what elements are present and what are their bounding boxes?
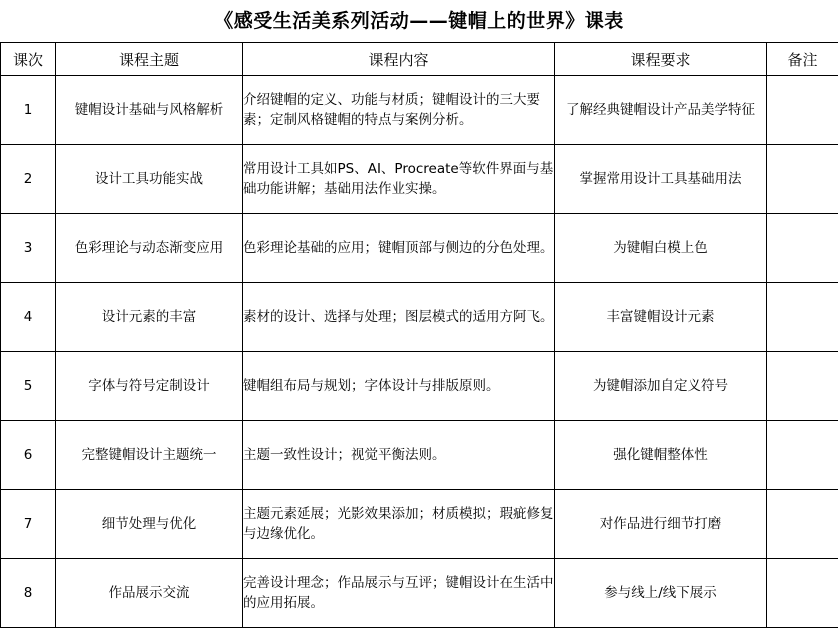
cell-note <box>767 76 838 145</box>
table-row <box>1 76 838 145</box>
header-note: 备注 <box>767 43 838 76</box>
cell-num: 4 <box>1 283 56 352</box>
schedule-table <box>0 42 838 628</box>
cell-topic: 设计元素的丰富 <box>56 283 243 352</box>
cell-requirement: 对作品进行细节打磨 <box>555 490 767 559</box>
cell-num: 2 <box>1 145 56 214</box>
cell-topic: 细节处理与优化 <box>56 490 243 559</box>
cell-requirement: 了解经典键帽设计产品美学特征 <box>555 76 767 145</box>
cell-topic: 字体与符号定制设计 <box>56 352 243 421</box>
cell-content: 介绍键帽的定义、功能与材质；键帽设计的三大要素；定制风格键帽的特点与案例分析。 <box>243 76 555 145</box>
cell-topic: 作品展示交流 <box>56 559 243 628</box>
table-row <box>1 352 838 421</box>
table-row <box>1 559 838 628</box>
cell-requirement: 为键帽添加自定义符号 <box>555 352 767 421</box>
header-row <box>1 43 838 76</box>
cell-note <box>767 145 838 214</box>
header-num: 课次 <box>1 43 56 76</box>
cell-note <box>767 214 838 283</box>
cell-content: 键帽组布局与规划；字体设计与排版原则。 <box>243 352 555 421</box>
cell-requirement: 掌握常用设计工具基础用法 <box>555 145 767 214</box>
header-requirement: 课程要求 <box>555 43 767 76</box>
page-title: 《感受生活美系列活动——键帽上的世界》课表 <box>214 10 624 32</box>
table-row <box>1 490 838 559</box>
cell-content: 常用设计工具如PS、AI、Procreate等软件界面与基础功能讲解；基础用法作业实操。 <box>243 145 555 214</box>
header-content: 课程内容 <box>243 43 555 76</box>
cell-content: 完善设计理念；作品展示与互评；键帽设计在生活中的应用拓展。 <box>243 559 555 628</box>
cell-note <box>767 352 838 421</box>
cell-requirement: 为键帽白模上色 <box>555 214 767 283</box>
cell-num: 5 <box>1 352 56 421</box>
cell-note <box>767 421 838 490</box>
cell-content: 主题一致性设计；视觉平衡法则。 <box>243 421 555 490</box>
cell-topic: 完整键帽设计主题统一 <box>56 421 243 490</box>
cell-topic: 设计工具功能实战 <box>56 145 243 214</box>
cell-note <box>767 283 838 352</box>
cell-num: 7 <box>1 490 56 559</box>
cell-topic: 键帽设计基础与风格解析 <box>56 76 243 145</box>
cell-note <box>767 559 838 628</box>
cell-content: 主题元素延展；光影效果添加；材质模拟；瑕疵修复与边缘优化。 <box>243 490 555 559</box>
cell-num: 1 <box>1 76 56 145</box>
cell-note <box>767 490 838 559</box>
table-row <box>1 421 838 490</box>
cell-requirement: 参与线上/线下展示 <box>555 559 767 628</box>
cell-topic: 色彩理论与动态渐变应用 <box>56 214 243 283</box>
cell-content: 素材的设计、选择与处理；图层模式的适用方阿飞。 <box>243 283 555 352</box>
cell-requirement: 丰富键帽设计元素 <box>555 283 767 352</box>
table-row <box>1 145 838 214</box>
table-row <box>1 214 838 283</box>
cell-content: 色彩理论基础的应用；键帽顶部与侧边的分色处理。 <box>243 214 555 283</box>
cell-num: 6 <box>1 421 56 490</box>
cell-requirement: 强化键帽整体性 <box>555 421 767 490</box>
cell-num: 3 <box>1 214 56 283</box>
cell-num: 8 <box>1 559 56 628</box>
table-row <box>1 283 838 352</box>
header-topic: 课程主题 <box>56 43 243 76</box>
